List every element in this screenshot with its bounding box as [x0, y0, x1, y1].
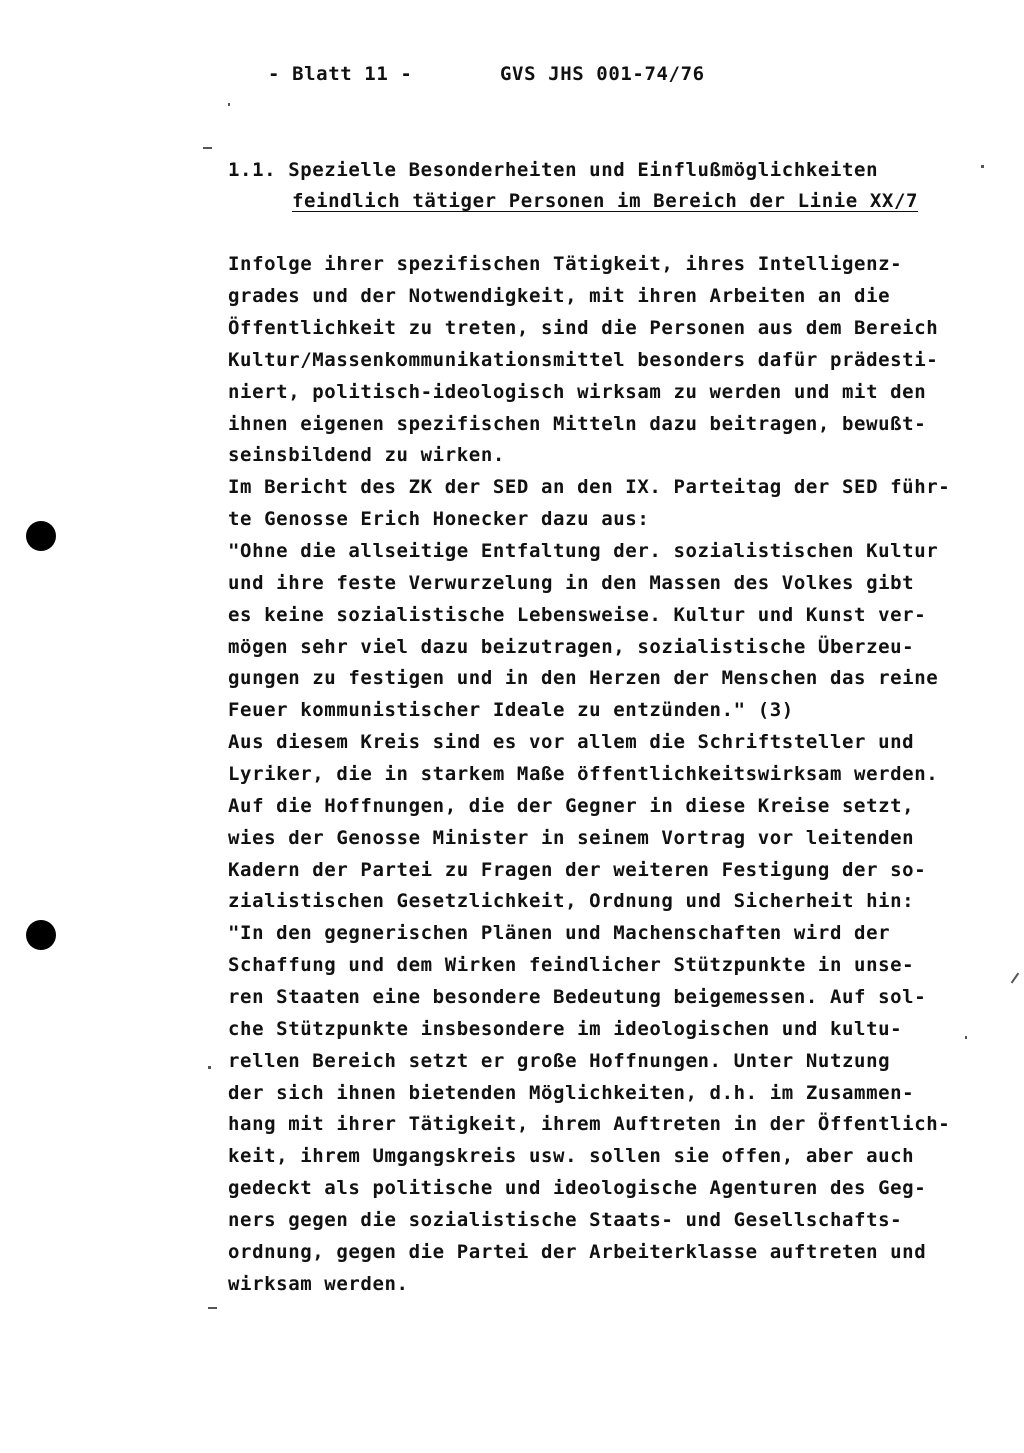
body-line: der sich ihnen bietenden Möglichkeiten, d.h. im Zusammen-	[228, 1082, 915, 1104]
document-reference: GVS JHS 001-74/76	[500, 63, 705, 85]
body-line: ren Staaten eine besondere Bedeutung beigemessen. Auf sol-	[228, 986, 927, 1008]
margin-tick-mark	[1011, 973, 1020, 984]
body-line: zialistischen Gesetzlichkeit, Ordnung und Sicherheit hin:	[228, 890, 915, 912]
body-line: Auf die Hoffnungen, die der Gegner in diese Kreise setzt,	[228, 795, 915, 817]
body-line: Öffentlichkeit zu treten, sind die Personen aus dem Bereich	[228, 317, 939, 339]
scan-speck	[981, 165, 984, 168]
section-heading-line-2: feindlich tätiger Personen im Bereich der Linie XX/7	[292, 190, 919, 212]
scan-speck	[208, 1066, 211, 1069]
body-line: Kadern der Partei zu Fragen der weiteren Festigung der so-	[228, 859, 927, 881]
body-line: Schaffung und dem Wirken feindlicher Stützpunkte in unse-	[228, 954, 915, 976]
body-line: keit, ihrem Umgangskreis usw. sollen sie offen, aber auch	[228, 1145, 915, 1167]
body-line: che Stützpunkte insbesondere im ideologischen und kultu-	[228, 1018, 903, 1040]
margin-dash-mark	[208, 1307, 217, 1309]
body-line: "Ohne die allseitige Entfaltung der. sozialistischen Kultur	[228, 540, 939, 562]
scan-speck	[228, 103, 230, 106]
body-line: grades und der Notwendigkeit, mit ihren Arbeiten an die	[228, 285, 891, 307]
body-line: wies der Genosse Minister in seinem Vortrag vor leitenden	[228, 827, 915, 849]
body-line: es keine sozialistische Lebensweise. Kultur und Kunst ver-	[228, 604, 927, 626]
body-line: mögen sehr viel dazu beizutragen, sozialistische Überzeu-	[228, 636, 915, 658]
body-line: niert, politisch-ideologisch wirksam zu werden und mit den	[228, 381, 927, 403]
body-line: hang mit ihrer Tätigkeit, ihrem Auftreten in der Öffentlich-	[228, 1113, 951, 1135]
body-line: ihnen eigenen spezifischen Mitteln dazu beitragen, bewußt-	[228, 413, 927, 435]
body-line: Kultur/Massenkommunikationsmittel besonders dafür prädesti-	[228, 349, 939, 371]
punch-hole-lower	[26, 920, 56, 950]
body-line: gedeckt als politische und ideologische Agenturen des Geg-	[228, 1177, 927, 1199]
scan-speck	[965, 1036, 967, 1039]
body-line: Lyriker, die in starkem Maße öffentlichkeitswirksam werden.	[228, 763, 939, 785]
body-line: Feuer kommunistischer Ideale zu entzünden." (3)	[228, 699, 794, 721]
body-line: ordnung, gegen die Partei der Arbeiterklasse auftreten und	[228, 1241, 927, 1263]
body-line: rellen Bereich setzt er große Hoffnungen. Unter Nutzung	[228, 1050, 891, 1072]
margin-dash-mark	[203, 147, 212, 149]
body-line: "In den gegnerischen Plänen und Machenschaften wird der	[228, 922, 891, 944]
body-line: seinsbildend zu wirken.	[228, 444, 505, 466]
body-line: te Genosse Erich Honecker dazu aus:	[228, 508, 650, 530]
body-line: Infolge ihrer spezifischen Tätigkeit, ihres Intelligenz-	[228, 253, 903, 275]
body-line: ners gegen die sozialistische Staats- und Gesellschafts-	[228, 1209, 903, 1231]
sheet-number: - Blatt 11 -	[268, 63, 413, 85]
body-line: und ihre feste Verwurzelung in den Massen des Volkes gibt	[228, 572, 915, 594]
section-heading-line-1: 1.1. Spezielle Besonderheiten und Einflußmöglichkeiten	[228, 159, 879, 181]
punch-hole-upper	[26, 521, 56, 551]
body-line: Im Bericht des ZK der SED an den IX. Parteitag der SED führ-	[228, 476, 951, 498]
body-line: gungen zu festigen und in den Herzen der Menschen das reine	[228, 667, 939, 689]
body-line: Aus diesem Kreis sind es vor allem die Schriftsteller und	[228, 731, 915, 753]
body-line: wirksam werden.	[228, 1273, 409, 1295]
